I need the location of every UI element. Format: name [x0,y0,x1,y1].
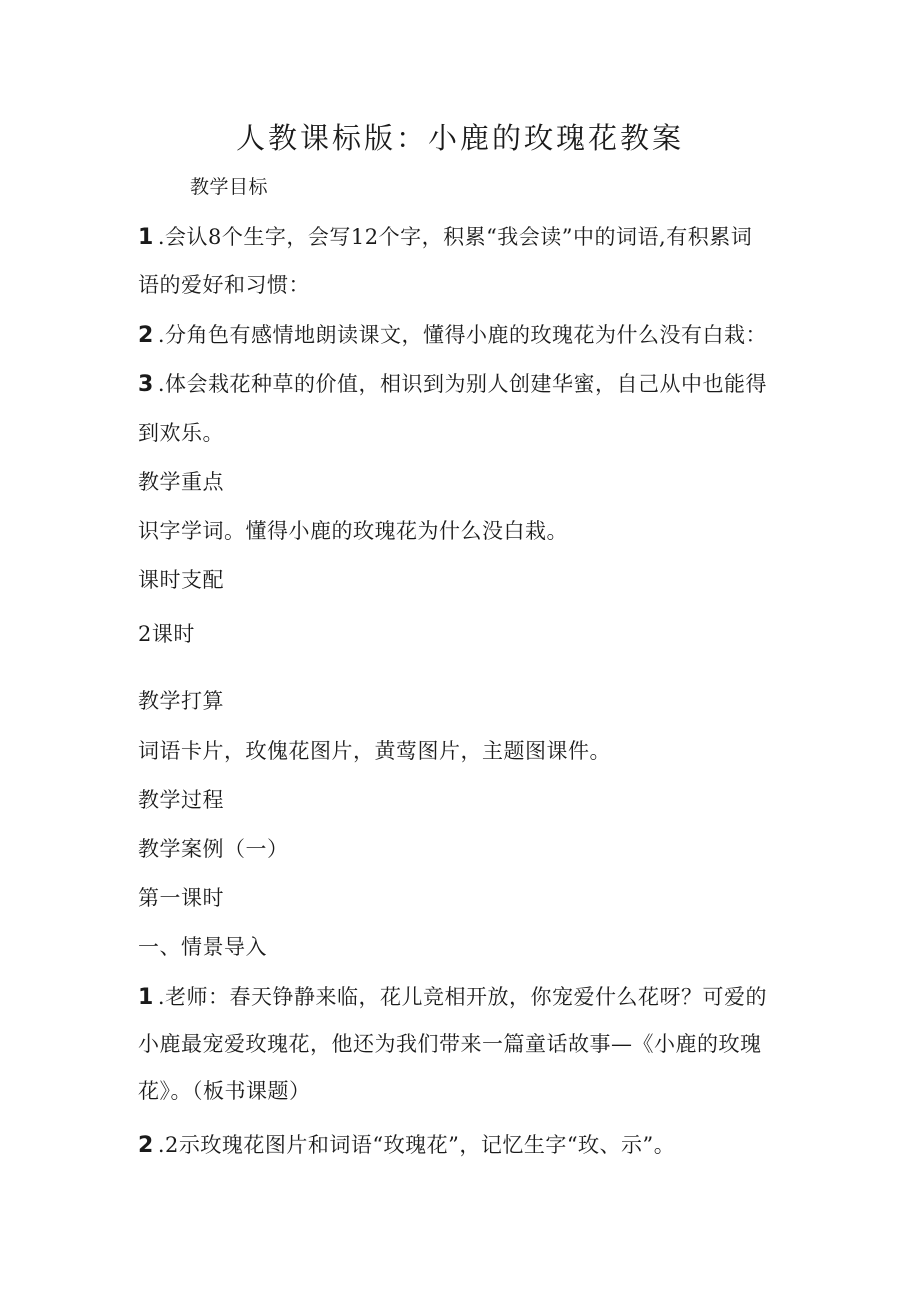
objective-2-number: 2 [138,323,154,348]
step-2-line-1 [138,1130,675,1161]
step-1-line-1 [138,982,767,1013]
step-1-number: 1 [138,985,154,1010]
objective-3-line-1 [138,369,767,400]
objective-2-line-1 [138,320,767,351]
case-heading: 教学案例（一） [138,837,289,861]
step-1-text: .老师：春天铮静来临，花儿竞相开放，你宠爱什么花呀？可爱的 [157,985,767,1009]
objectives-heading: 教学目标 [190,176,269,198]
objective-3-line-2: 到欢乐。 [138,421,224,445]
objective-2-text: .分角色有感情地朗读课文，懂得小鹿的玫瑰花为什么没有白栽： [157,323,767,347]
process-heading: 教学过程 [138,788,224,812]
time-allocation-heading: 课时支配 [138,568,224,592]
step-2-number: 2 [138,1133,154,1158]
preparation-heading: 教学打算 [138,689,224,713]
step-2-text: .2示玫瑰花图片和词语“玫瑰花”，记忆生字“玫、示”。 [157,1133,676,1157]
objective-1-line-2: 语的爱好和习惯： [138,273,310,297]
part-1-heading: 一、情景导入 [138,935,267,959]
objective-3-number: 3 [138,372,154,397]
objective-3-text: .体会栽花种草的价值，相识到为别人创建华蜜，自己从中也能得 [157,372,767,396]
objective-1-number: 1 [138,225,154,250]
lesson-heading: 第一课时 [138,886,224,910]
step-1-line-2: 小鹿最宠爱玫瑰花，他还为我们带来一篇童话故事—《小鹿的玫瑰 [138,1032,762,1056]
objective-1-text: .会认8个生字，会写12个字，积累“我会读”中的词语,有积累词 [157,225,753,249]
key-points-text: 识字学词。懂得小鹿的玫瑰花为什么没白栽。 [138,519,568,543]
time-allocation-text: 2课时 [138,622,195,646]
key-points-heading: 教学重点 [138,470,224,494]
step-1-line-3: 花》。（板书课题） [138,1079,311,1103]
objective-1-line-1 [138,222,752,253]
preparation-text: 词语卡片，玫傀花图片，黄莺图片，主题图课件。 [138,739,611,763]
document-title: 人教课标版：小鹿的玫瑰花教案 [235,121,684,155]
